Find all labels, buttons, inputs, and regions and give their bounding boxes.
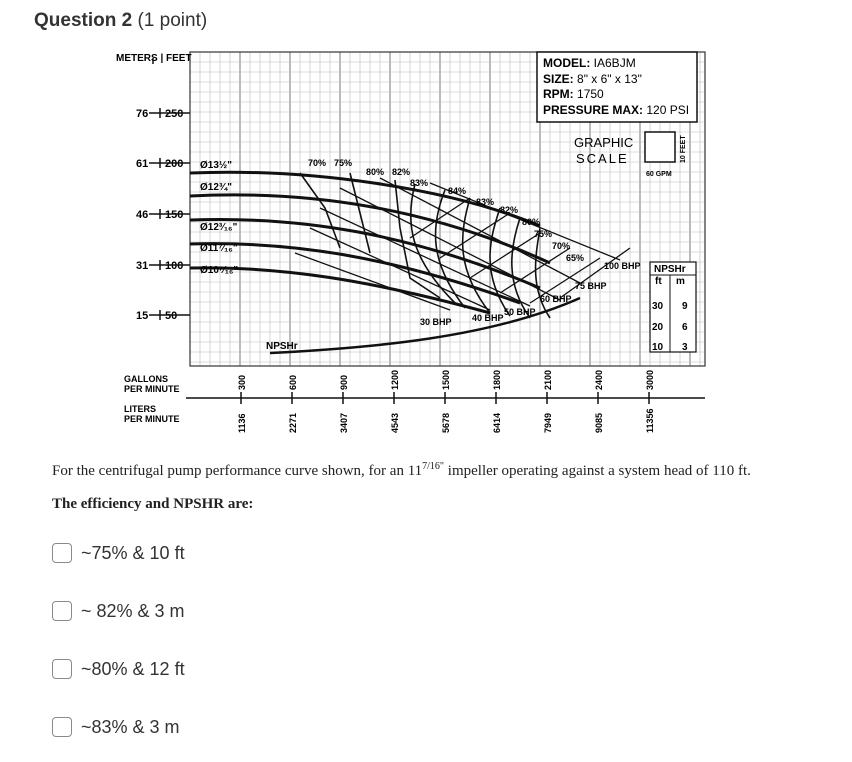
efficiency-label: 75% [534,229,553,239]
y-label-ft: 200 [165,158,184,170]
efficiency-label: 83% [476,197,495,207]
graphic-scale-feet: 10 FEET [680,135,687,163]
y-label-m: 76 [136,108,149,120]
lpm-tick-label: 6414 [492,412,502,433]
answer-option-2[interactable] [52,598,185,624]
gpm-tick-label: 2100 [543,369,553,390]
gpm-tick-label: 1200 [390,369,400,390]
size-value: 8" x 6" x 13" [577,72,642,86]
impeller-label: Ø12¾" [200,182,232,193]
bhp-label: 75 BHP [575,281,607,291]
y-label-m: 15 [136,310,149,322]
size-key: SIZE: [543,72,574,86]
answer-option-4[interactable] [52,714,180,740]
pump-performance-chart [110,48,710,438]
model-box [537,52,697,122]
efficiency-label: 80% [522,217,541,227]
lpm-label: PER MINUTE [124,414,180,424]
question-stem [52,458,792,480]
impeller-label: Ø10⁷⁄₁₆" [200,265,239,276]
option-label: ~83% & 3 m [81,716,180,737]
efficiency-label: 82% [500,205,519,215]
option-label: ~80% & 12 ft [81,658,185,679]
checkbox[interactable] [52,543,72,563]
efficiency-label: 82% [392,167,411,177]
npshr-row-ft: 10 [652,342,664,353]
y-label-ft: 250 [165,108,184,120]
stem-text: For the centrifugal pump performance curve shown, for an 11 [52,463,423,479]
lpm-tick-label: 7949 [543,412,553,433]
efficiency-label: 83% [410,178,429,188]
gpm-tick-label: 2400 [594,369,604,390]
efficiency-label: 70% [552,241,571,251]
graphic-scale-gpm: 60 GPM [646,171,672,178]
model-key: MODEL: [543,56,591,70]
question-title: Question 2 [34,10,133,31]
lpm-tick-label: 1136 [237,413,247,433]
bhp-label: 30 BHP [420,317,452,327]
svg-text:SIZE: 8" x 6" x 13" [543,72,642,86]
npshr-scale-ft: ft [655,276,662,287]
svg-text:MODEL: IA6BJM [543,56,636,70]
gpm-tick-label: 300 [237,374,247,390]
model-value: IA6BJM [593,56,636,70]
checkbox[interactable] [52,601,72,621]
bhp-label: 40 BHP [472,313,504,323]
gpm-tick-label: 1800 [492,369,502,390]
lpm-tick-label: 9085 [594,412,604,433]
bhp-label: 60 BHP [540,294,572,304]
gpm-tick-label: 1500 [441,369,451,390]
efficiency-label: 70% [308,158,327,168]
meters-feet-label: METERS | FEET [116,53,192,64]
npshr-row-ft: 30 [652,301,664,312]
efficiency-label: 75% [334,158,353,168]
option-label: ~ 82% & 3 m [81,600,185,621]
checkbox[interactable] [52,717,72,737]
efficiency-label: 84% [448,186,467,196]
graphic-scale-title: GRAPHIC [574,135,634,150]
svg-text:PRESSURE MAX: 120 PSI [543,103,689,117]
y-label-m: 61 [136,158,149,170]
answer-option-1[interactable] [52,540,185,566]
x-axis-ticks [237,370,655,433]
y-label-m: 46 [136,209,149,221]
npshr-scale-title: NPSHr [654,264,686,275]
npshr-row-m: 3 [682,342,688,353]
y-label-ft: 50 [165,310,178,322]
efficiency-label: 80% [366,167,385,177]
y-label-m: 31 [136,260,149,272]
graphic-scale-title: SCALE [576,151,629,166]
question-header [34,10,207,32]
stem-text: impeller operating against a system head of 110 ft. [444,463,751,479]
efficiency-label: 65% [566,253,585,263]
lpm-tick-label: 4543 [390,412,400,433]
svg-text:RPM: 1750 [543,87,604,101]
gpm-label: GALLONS [124,374,168,384]
npshr-curve-label: NPSHr [266,341,298,352]
rpm-value: 1750 [577,87,604,101]
impeller-label: Ø13½" [200,160,232,171]
impeller-label: Ø11⁷⁄₁₆" [200,243,238,254]
stem-question: The efficiency and NPSHR are: [52,496,254,512]
bhp-label: 50 BHP [504,307,536,317]
gpm-label: PER MINUTE [124,384,180,394]
pressure-value: 120 PSI [646,103,690,117]
npshr-row-m: 9 [682,301,688,312]
bhp-label: 100 BHP [604,261,641,271]
checkbox[interactable] [52,659,72,679]
y-label-ft: 150 [165,209,184,221]
option-label: ~75% & 10 ft [81,542,185,563]
y-label-ft: 100 [165,260,184,272]
lpm-tick-label: 2271 [288,412,298,433]
lpm-tick-label: 3407 [339,412,349,433]
npshr-row-m: 6 [682,322,688,333]
lpm-label: LITERS [124,404,157,414]
lpm-tick-label: 11356 [645,408,655,433]
gpm-tick-label: 600 [288,374,298,390]
pressure-key: PRESSURE MAX: [543,103,644,117]
npshr-row-ft: 20 [652,322,664,333]
gpm-tick-label: 3000 [645,369,655,390]
graphic-scale [574,132,687,178]
gpm-tick-label: 900 [339,374,349,390]
rpm-key: RPM: [543,87,574,101]
question-points: (1 point) [137,10,208,31]
y-axis-ticks [149,58,190,320]
answer-option-3[interactable] [52,656,185,682]
stem-superscript: 7/16" [422,461,445,472]
lpm-tick-label: 5678 [441,412,451,433]
npshr-scale [650,262,696,353]
npshr-scale-m: m [676,276,685,287]
impeller-label: Ø12³⁄₁₆" [200,222,238,233]
